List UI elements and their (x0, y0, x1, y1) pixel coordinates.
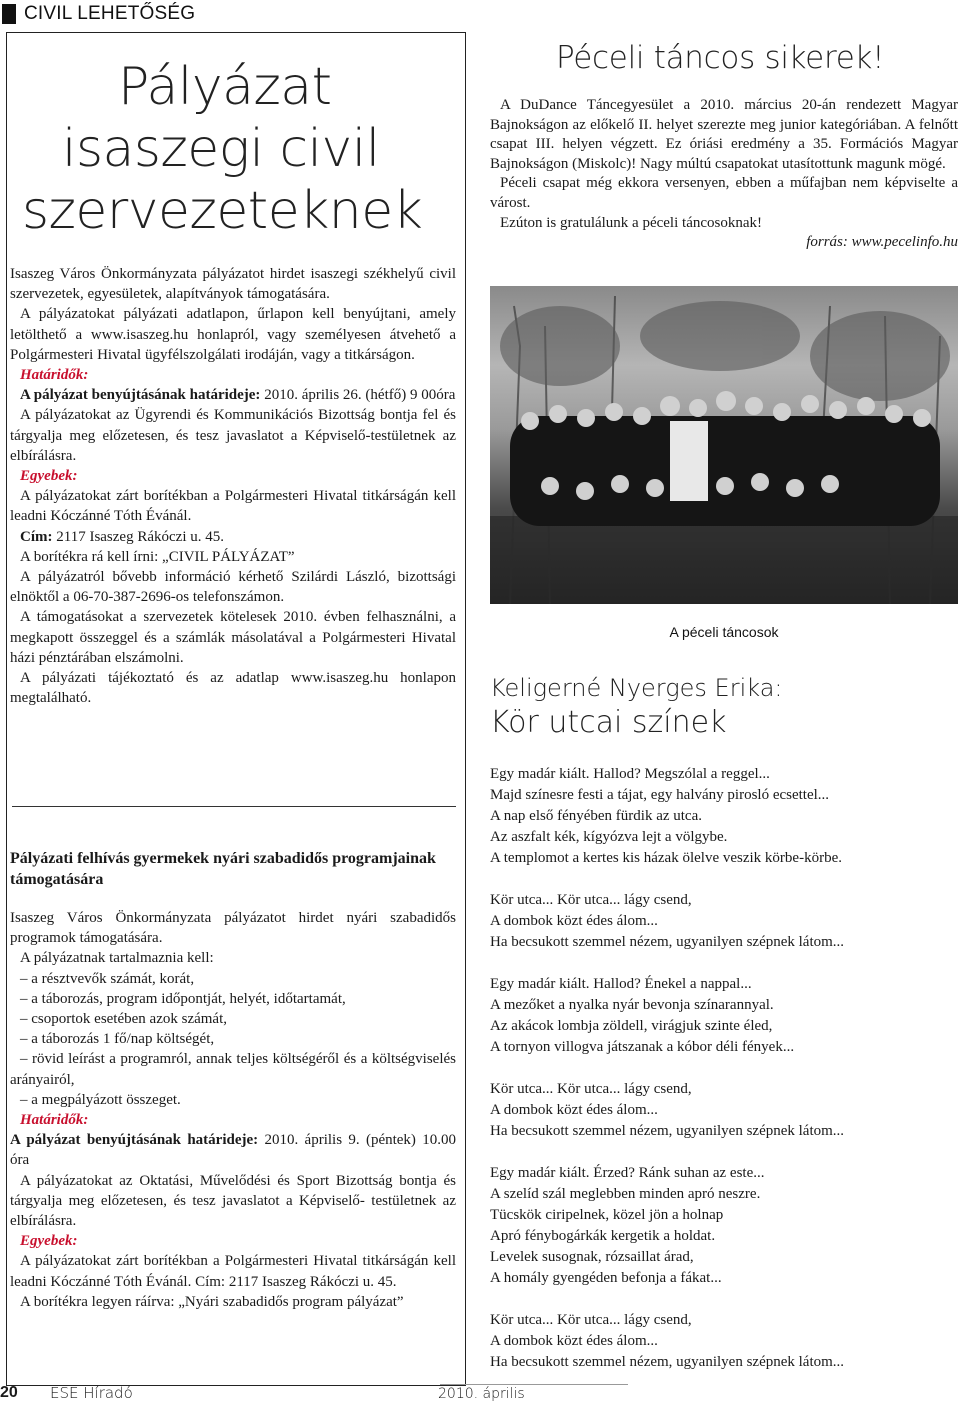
poem-line: Egy madár kiált. Hallod? Megszólal a reggel... (490, 766, 770, 782)
deadline-bold: A pályázat benyújtásának határideje: (20, 387, 261, 404)
intro-paragraph: Isaszeg Város Önkormányzata pályázatot hirdet isaszegi székhelyű civil szervezetek, egyesületek, alapítványok támogatására. (10, 266, 456, 303)
summer-write: A borítékra legyen ráírva: „Nyári szabadidős program pályázat” (20, 1293, 404, 1310)
poem-line: Kör utca... Kör utca... lágy csend, (490, 1312, 692, 1328)
poem-stanza (490, 1079, 958, 1142)
poem-stanza (490, 1310, 958, 1373)
poem-line: Ha becsukott szemmel nézem, ugyanilyen szépnek látom... (490, 1123, 845, 1139)
poem-line: Az aszfalt kék, kígyózva lejt a völgybe. (490, 829, 728, 845)
poem-stanza (490, 890, 958, 953)
article-title-line-3: szervezeteknek (22, 181, 423, 241)
poem-line: A mezőket a nyalka nyár bevonja színarannyal. (490, 997, 774, 1013)
summer-item: – a táborozás 1 fő/nap költségét, (20, 1031, 215, 1048)
deadline-label: Határidők: (20, 367, 89, 384)
submission-paragraph: A pályázatokat pályázati adatlapon, űrlapon kell benyújtani, amely letölthető a www.isaszeg.hu honlapról, vagy személyesen átvehető a Polgármesteri Hivatal ügyfélszolgálati irodáján, vagy a titkárságon. (10, 306, 456, 363)
committee-paragraph: A pályázatokat az Ügyrendi és Kommunikációs Bizottság bontja fel és tárgyalja meg előzetesen, és tesz javaslatot a Képviselő-testületnek az elbírálásra. (10, 407, 456, 464)
footer-rule (440, 1384, 628, 1385)
summer-program-article (10, 848, 456, 1312)
dancers-photo (490, 286, 958, 604)
poem-stanza (490, 974, 958, 1058)
poem-stanza (490, 764, 958, 869)
section-marker (2, 4, 16, 24)
poem-line: Majd színesre festi a tájat, egy halvány pirosló ecsettel... (490, 787, 830, 803)
article-title-line-1: Pályázat (118, 57, 332, 117)
publication-name: ESE Híradó (50, 1384, 133, 1402)
other-label: Egyebek: (20, 468, 78, 485)
poem-line: Tücskök ciripelnek, közel jön a holnap (490, 1207, 724, 1223)
poem-line: A szelíd szál meglebben minden apró neszre. (490, 1186, 761, 1202)
left-article-body (10, 264, 456, 708)
poem-body (490, 764, 958, 1373)
poem-title: Kör utcai színek (490, 705, 727, 740)
poem-stanza (490, 1163, 958, 1289)
poem-line: Egy madár kiált. Hallod? Énekel a nappal... (490, 976, 752, 992)
page-number: 20 (0, 1384, 18, 1401)
summer-item: – a táborozás, program időpontját, helyét, időtartamát, (20, 990, 346, 1007)
summer-item: – a résztvevők számát, korát, (20, 970, 195, 987)
poem-line: A tornyon villogva játszanak a kóbor déli fények... (490, 1039, 795, 1055)
summer-deadline-value: 2010. április 9. (péntek) 10.00 óra (10, 1132, 456, 1169)
summer-item: – csoportok esetében azok számát, (20, 1011, 228, 1028)
dance-paragraph: A DuDance Táncegyesület a 2010. március 20-án rendezett Magyar Bajnokságon az előkelő II. helyet szerezte meg junior kategóriában. A felnőtt csapat III. helyen végzett. Ez óriási eredmény a 35. Formációs Magyar Bajnokságon (Miskolc)! Nagy múltú csapatokat utasítottunk magunk mögé. (490, 97, 958, 172)
deadline-value: 2010. április 26. (hétfő) 9 00óra (260, 387, 456, 404)
summer-contents: A pályázatnak tartalmaznia kell: (20, 950, 214, 967)
deadline-paragraph (10, 385, 456, 405)
address-bold: Cím: (20, 528, 53, 545)
summer-deadline-label: Határidők: (20, 1112, 89, 1129)
section-label: CIVIL LEHETŐSÉG (24, 3, 196, 24)
dancers-photo-graphic (490, 286, 958, 604)
summer-deadline-paragraph (10, 1130, 456, 1170)
poem-line: A nap első fényében fürdik az utca. (490, 808, 702, 824)
summer-envelope: A pályázatokat zárt borítékban a Polgármesteri Hivatal titkárságán kell leadni Kóczánné Tóth Évánál. Cím: 2117 Isaszeg Rákóczi u. 45. (10, 1253, 456, 1290)
dance-paragraph: Ezúton is gratulálunk a péceli táncosoknak! (500, 214, 762, 231)
summer-item: – a megpályázott összeget. (20, 1091, 181, 1108)
summer-other-label: Egyebek: (20, 1233, 78, 1250)
photo-caption: A péceli táncosok (669, 624, 779, 640)
poem-line: A dombok közt édes álom... (490, 913, 658, 929)
summer-intro: Isaszeg Város Önkormányzata pályázatot hirdet nyári szabadidős programok támogatására. (10, 910, 456, 947)
summer-committee: A pályázatokat az Oktatási, Művelődési és Sport Bizottság bontja és tárgyalja meg előzetesen, és tesz javaslatot a Képviselő- testületnek az elbírálásra. (10, 1172, 456, 1230)
poem-line: Kör utca... Kör utca... lágy csend, (490, 892, 692, 908)
envelope-paragraph: A pályázatokat zárt borítékban a Polgármesteri Hivatal titkárságán kell leadni Kóczánné Tóth Évánál. (10, 488, 456, 525)
poem-line: Apró fénybogárkák kergetik a holdat. (490, 1228, 716, 1244)
poem-line: A templomot a kertes kis házak ölelve veszik körbe-körbe. (490, 850, 842, 866)
poem-line: Ha becsukott szemmel nézem, ugyanilyen szépnek látom... (490, 934, 845, 950)
dance-paragraph: Péceli csapat még ekkora versenyen, ebben a műfajban nem képviselte a várost. (490, 175, 958, 211)
obligation-paragraph: A támogatásokat a szervezetek kötelesek 2010. évben felhasználni, a megkapott összeggel és a számlák másolatával a Polgármesteri Hivatal házi pénztárában elszámolni. (10, 609, 456, 666)
article-title-line-2: isaszegi civil (62, 119, 380, 179)
poem-line: Az akácok lombja zöldell, virágjuk szinte éled, (490, 1018, 773, 1034)
summer-deadline-bold: A pályázat benyújtásának határideje: (10, 1132, 259, 1149)
right-article-title: Péceli táncos sikerek! (556, 40, 885, 76)
right-article-body (490, 96, 958, 253)
summer-heading: Pályázati felhívás gyermekek nyári szabadidős programjainak támogatására (10, 850, 436, 888)
guide-paragraph: A pályázati tájékoztató és az adatlap www.isaszeg.hu honlapon megtalálható. (10, 670, 456, 707)
article-divider (12, 806, 456, 807)
source-credit: forrás: www.pecelinfo.hu (806, 234, 958, 251)
poem-line: A homály gyengéden befonja a fákat... (490, 1270, 722, 1286)
poem-line: Levelek susognak, rózsaillat árad, (490, 1249, 694, 1265)
poem-line: A dombok közt édes álom... (490, 1333, 658, 1349)
address-value: 2117 Isaszeg Rákóczi u. 45. (52, 528, 224, 545)
poem-line: Ha becsukott szemmel nézem, ugyanilyen szépnek látom... (490, 1354, 845, 1370)
poem-line: A dombok közt édes álom... (490, 1102, 658, 1118)
publication-date: 2010. április (438, 1386, 525, 1402)
poem-line: Egy madár kiált. Érzed? Ránk suhan az este... (490, 1165, 765, 1181)
info-paragraph: A pályázatról bővebb információ kérhető Szilárdi László, bizottsági elnöktől a 06-70-387-2696-os telefonszámon. (10, 569, 456, 606)
write-paragraph: A borítékra rá kell írni: „CIVIL PÁLYÁZAT” (20, 548, 295, 565)
address-paragraph (10, 527, 456, 547)
poem-author: Keligerné Nyerges Erika: (490, 674, 783, 702)
summer-item: – rövid leírást a programról, annak teljes költségéről és a költségviselés arányairól, (10, 1051, 456, 1088)
poem-line: Kör utca... Kör utca... lágy csend, (490, 1081, 692, 1097)
